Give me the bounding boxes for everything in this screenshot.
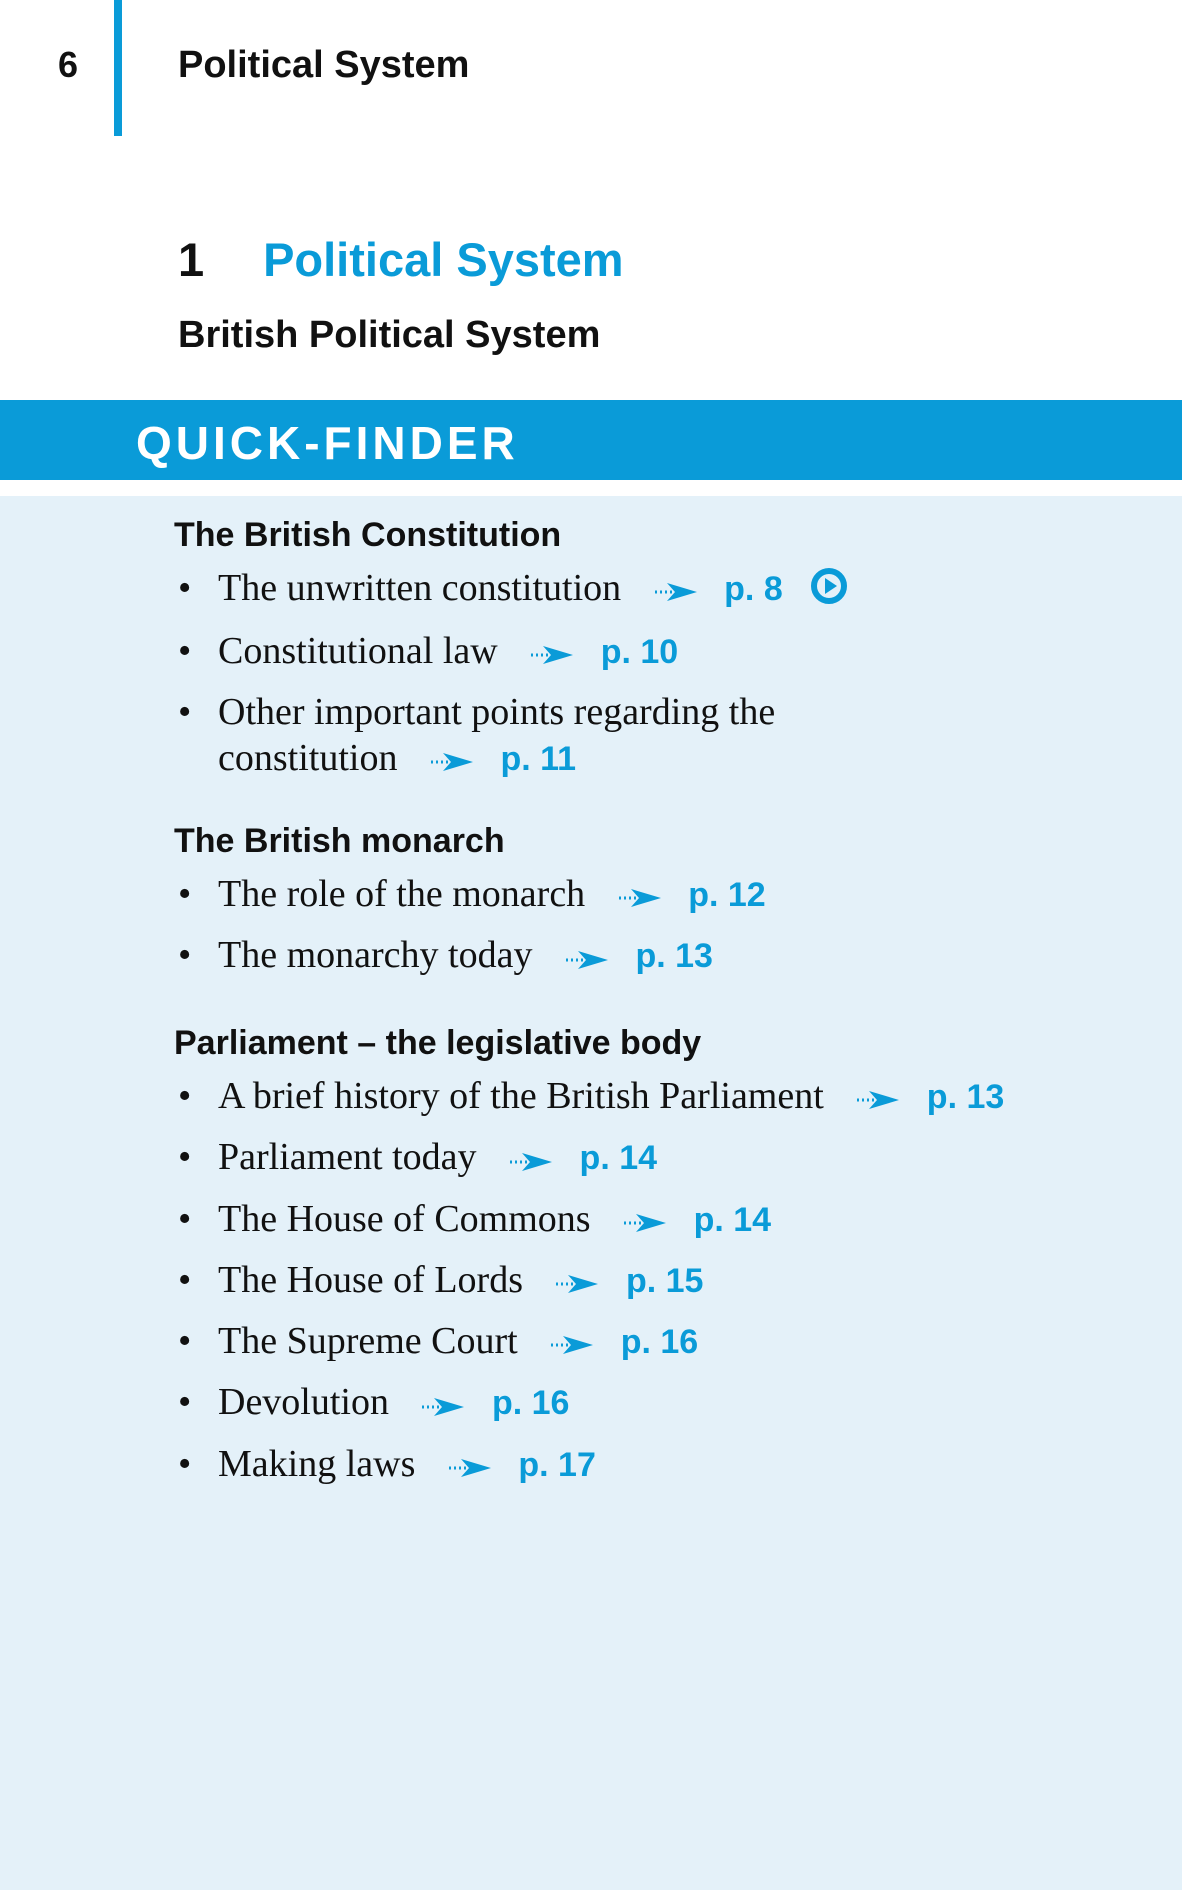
bullet-dot: • (178, 934, 192, 977)
page-link[interactable]: p. 13 (926, 1078, 1005, 1116)
item-text: Parliament today (218, 1136, 477, 1179)
item-text: A brief history of the British Parliament (218, 1075, 824, 1117)
list-item[interactable] (174, 565, 848, 616)
list-item[interactable] (174, 1441, 1004, 1490)
page-link[interactable]: p. 13 (635, 937, 713, 976)
arrow-right-icon (549, 1321, 595, 1367)
section-heading: The British monarch (174, 822, 505, 860)
item-text: The unwritten constitution (218, 567, 622, 609)
running-title: Political System (178, 44, 470, 86)
bullet-dot: • (178, 873, 192, 915)
bullet-dot: • (178, 1136, 192, 1179)
arrow-right-icon (429, 738, 475, 784)
arrow-right-icon (529, 631, 575, 677)
item-text: The role of the monarch (218, 873, 586, 915)
page-link[interactable]: p. 8 (724, 570, 783, 608)
page-link[interactable]: p. 14 (693, 1200, 772, 1239)
item-text-continued: constitution (218, 737, 398, 780)
chapter-number: 1 (178, 233, 205, 286)
chapter-subtitle: British Political System (178, 314, 601, 356)
bullet-dot: • (178, 1258, 192, 1301)
list-item[interactable] (174, 1318, 1004, 1367)
page-link[interactable]: p. 10 (600, 632, 679, 671)
page-link[interactable]: p. 12 (688, 876, 766, 914)
page-link[interactable]: p. 16 (491, 1384, 570, 1423)
item-text: Constitutional law (218, 629, 498, 672)
list-item[interactable] (174, 932, 766, 981)
section-heading: Parliament – the legislative body (174, 1024, 702, 1062)
list-item[interactable] (174, 1196, 1004, 1245)
running-head (0, 0, 1182, 140)
quick-finder-bar (0, 400, 1182, 480)
item-text: Making laws (218, 1442, 416, 1485)
header-rule (114, 0, 122, 136)
list-item[interactable] (174, 689, 848, 784)
list-item[interactable] (174, 628, 848, 677)
arrow-right-icon (554, 1260, 600, 1306)
page-link[interactable]: p. 14 (579, 1139, 658, 1178)
list-item[interactable] (174, 1134, 1004, 1183)
list-item[interactable] (174, 871, 766, 920)
bullet-dot: • (178, 567, 192, 609)
arrow-right-icon (622, 1199, 668, 1245)
item-text: The House of Lords (218, 1258, 523, 1301)
arrow-right-icon (855, 1076, 901, 1122)
section-constitution (174, 516, 848, 796)
item-text: The House of Commons (218, 1197, 591, 1240)
page-number: 6 (58, 44, 79, 85)
quick-finder-title: QUICK-FINDER (136, 417, 519, 469)
bullet-dot: • (178, 629, 192, 672)
arrow-right-icon (653, 568, 699, 614)
bullet-dot: • (178, 1381, 192, 1424)
item-text: Devolution (218, 1381, 389, 1424)
item-text: The monarchy today (218, 934, 533, 977)
list-item[interactable] (174, 1073, 1004, 1122)
section-monarch (174, 822, 766, 994)
bullet-dot: • (178, 1442, 192, 1485)
chapter-heading (178, 232, 624, 287)
bullet-dot: • (178, 691, 192, 734)
item-text: Other important points regarding the (218, 691, 776, 734)
play-circle-icon[interactable] (810, 567, 848, 616)
page-link[interactable]: p. 11 (500, 740, 577, 779)
item-text: The Supreme Court (218, 1320, 518, 1363)
bullet-dot: • (178, 1320, 192, 1363)
arrow-right-icon (508, 1138, 554, 1184)
arrow-right-icon (617, 874, 663, 920)
arrow-right-icon (420, 1383, 466, 1429)
bullet-dot: • (178, 1075, 192, 1117)
arrow-right-icon (564, 936, 610, 982)
page-link[interactable]: p. 17 (518, 1445, 596, 1484)
page-link[interactable]: p. 15 (625, 1261, 704, 1300)
arrow-right-icon (447, 1444, 493, 1490)
bullet-dot: • (178, 1197, 192, 1240)
section-heading: The British Constitution (174, 516, 562, 554)
section-parliament (174, 1024, 1004, 1502)
list-item[interactable] (174, 1257, 1004, 1306)
list-item[interactable] (174, 1379, 1004, 1428)
chapter-title: Political System (263, 233, 624, 286)
page-link[interactable]: p. 16 (620, 1323, 699, 1362)
